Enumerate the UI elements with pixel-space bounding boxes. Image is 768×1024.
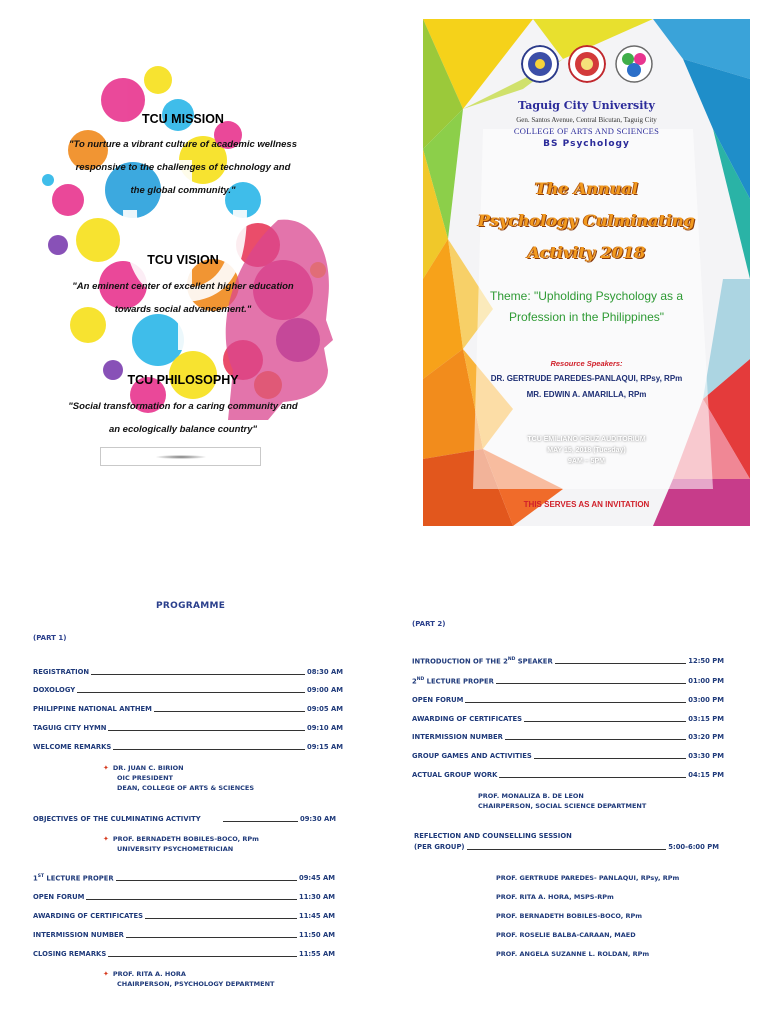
event-time: 9AM – 5PM xyxy=(568,458,605,465)
mission-vision-panel xyxy=(28,40,338,480)
philosophy-heading: TCU PHILOSOPHY xyxy=(127,373,239,387)
programme-row: 2ND LECTURE PROPER 01:00 PM xyxy=(412,677,724,686)
event-title-line: Psychology Culminating xyxy=(478,211,695,230)
facilitator-name: PROF. BERNADETH BOBILES-BOCO, RPm xyxy=(496,912,643,920)
college-name: COLLEGE OF ARTS AND SCIENCES xyxy=(513,126,660,136)
university-seal-logo xyxy=(521,45,559,83)
bullet-icon: ✦ xyxy=(103,764,109,772)
invitation-note: THIS SERVES AS AN INVITATION xyxy=(523,500,650,509)
event-title-line: The Annual xyxy=(534,179,639,198)
facilitator-name: PROF. RITA A. HORA, MSPS-RPm xyxy=(496,893,614,901)
theme-line: Profession in the Philippines" xyxy=(508,310,664,324)
facilitator-name: PROF. ROSELIE BALBA-CARAAN, MAED xyxy=(496,931,636,939)
bullet-icon: ✦ xyxy=(103,835,109,843)
vision-statement: "An eminent center of excellent higher education towards social advancement." xyxy=(72,281,294,315)
facilitator-name: PROF. GERTRUDE PAREDES- PANLAQUI, RPsy, RPm xyxy=(496,874,680,882)
closing-remarks-speaker: ✦ PROF. RITA A. HORA CHAIRPERSON, PSYCHOLOGY DEPARTMENT xyxy=(103,970,275,988)
event-date: MAY 15, 2018 (Tuesday) xyxy=(547,447,626,454)
objectives-speaker: ✦ PROF. BERNADETH BOBILES-BOCO, RPm UNIVERSITY PSYCHOMETRICIAN xyxy=(103,835,259,853)
program-name: BS Psychology xyxy=(543,139,630,149)
programme-row: WELCOME REMARKS 09:15 AM xyxy=(33,743,343,751)
event-title-line: Activity 2018 xyxy=(527,243,646,262)
theme-line: Theme: "Upholding Psychology as a xyxy=(489,289,684,303)
programme-row: (PER GROUP) 5:00-6:00 PM xyxy=(414,843,719,851)
university-address: Gen. Santos Avenue, Central Bicutan, Taguig City xyxy=(516,116,657,124)
philosophy-statement: "Social transformation for a caring community and an ecologically balance country" xyxy=(68,401,298,435)
programme-row: 1ST LECTURE PROPER 09:45 AM xyxy=(33,874,335,883)
programme-row: DOXOLOGY 09:00 AM xyxy=(33,686,343,694)
welcome-remarks-speaker: ✦ DR. JUAN C. BIRION OIC PRESIDENT DEAN, COLLEGE OF ARTS & SCIENCES xyxy=(103,764,255,792)
programme-row: AWARDING OF CERTIFICATES 03:15 PM xyxy=(412,715,724,723)
programme-row: GROUP GAMES AND ACTIVITIES 03:30 PM xyxy=(412,752,724,760)
blank-text-box xyxy=(100,447,261,466)
mission-statement: "To nurture a vibrant culture of academic wellness responsive to the challenges of technology and the global community." xyxy=(69,139,297,196)
facilitator-name: PROF. ANGELA SUZANNE L. ROLDAN, RPm xyxy=(496,950,650,958)
resource-speakers-label: Resource Speakers: xyxy=(550,359,623,368)
programme-row: INTRODUCTION OF THE 2ND SPEAKER 12:50 PM xyxy=(412,657,724,666)
college-seal-logo xyxy=(568,45,606,83)
university-name: Taguig City University xyxy=(518,99,655,112)
reflection-session-label: REFLECTION AND COUNSELLING SESSION xyxy=(414,832,572,840)
programme-title: PROGRAMME xyxy=(156,601,226,611)
vision-heading: TCU VISION xyxy=(147,253,219,267)
programme-row: AWARDING OF CERTIFICATES 11:45 AM xyxy=(33,912,335,920)
speaker-name: MR. EDWIN A. AMARILLA, RPm xyxy=(526,390,647,399)
psychology-society-logo xyxy=(615,45,653,83)
programme-row: TAGUIG CITY HYMN 09:10 AM xyxy=(33,724,343,732)
programme-row: OPEN FORUM 11:30 AM xyxy=(33,893,335,901)
group-work-facilitator: PROF. MONALIZA B. DE LEON CHAIRPERSON, SOCIAL SCIENCE DEPARTMENT xyxy=(478,792,647,810)
programme-row: OBJECTIVES OF THE CULMINATING ACTIVITY 09:30 AM xyxy=(33,815,336,823)
programme-row: OPEN FORUM 03:00 PM xyxy=(412,696,724,704)
programme-row: PHILIPPINE NATIONAL ANTHEM 09:05 AM xyxy=(33,705,343,713)
programme-row: CLOSING REMARKS 11:55 AM xyxy=(33,950,335,958)
invitation-cover xyxy=(423,19,750,526)
bullet-icon: ✦ xyxy=(103,970,109,978)
programme-row: INTERMISSION NUMBER 11:50 AM xyxy=(33,931,335,939)
programme-row: ACTUAL GROUP WORK 04:15 PM xyxy=(412,771,724,779)
programme-row: REGISTRATION 08:30 AM xyxy=(33,668,343,676)
speaker-name: DR. GERTRUDE PAREDES-PANLAQUI, RPsy, RPm xyxy=(490,374,683,383)
part-1-label: (PART 1) xyxy=(33,634,67,642)
programme-row: INTERMISSION NUMBER 03:20 PM xyxy=(412,733,724,741)
part-2-label: (PART 2) xyxy=(412,620,446,628)
venue-name: TCU EMILIANO CRUZ AUDITORIUM xyxy=(527,436,646,443)
mission-heading: TCU MISSION xyxy=(142,112,224,126)
